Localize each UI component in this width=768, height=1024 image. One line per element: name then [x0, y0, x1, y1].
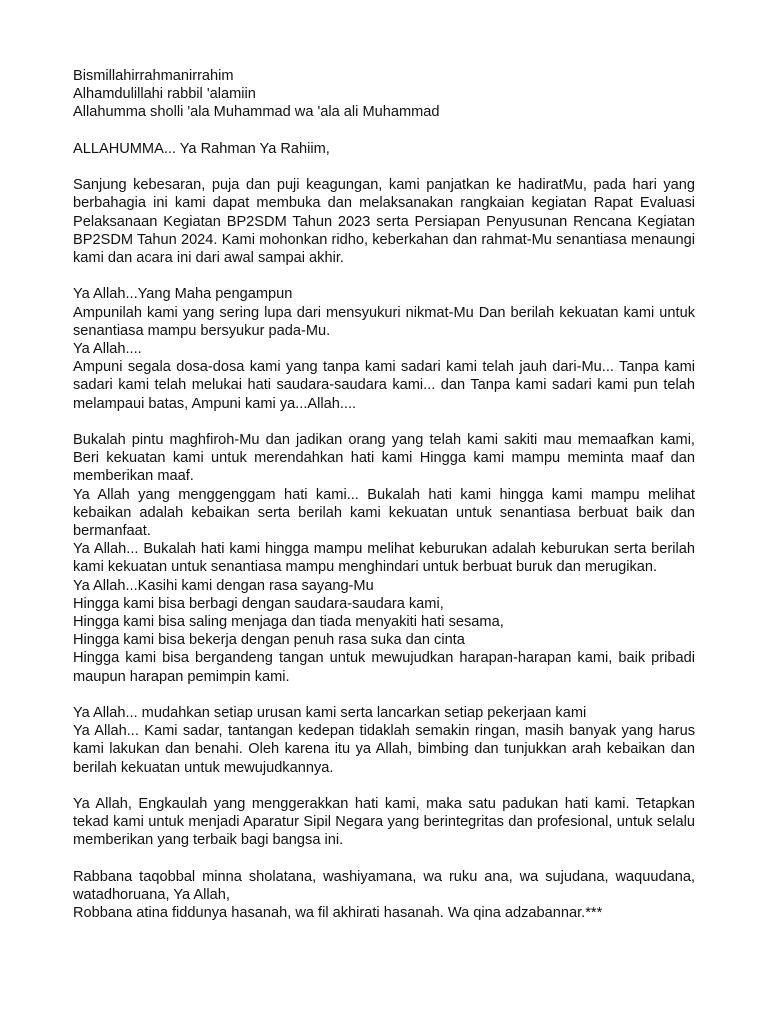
document-page [73, 67, 695, 922]
text-line: Robbana atina fiddunya hasanah, wa fil akhirati hasanah. Wa qina adzabannar.*** [73, 905, 603, 922]
opening-line: Bismillahirrahmanirrahim [73, 68, 234, 84]
spacer [73, 158, 695, 176]
paragraph-unite-hearts: Ya Allah, Engkaulah yang menggerakkan hati kami, maka satu padukan hati kami. Tetapkan tekad kami untuk menjadi Aparatur Sipil Negara yang berintegritas dan profesional, untuk selalu memberikan yang terbaik bagi bangsa ini. [73, 796, 695, 849]
opening-line: Allahumma sholli 'ala Muhammad wa 'ala ali Muhammad [73, 104, 440, 121]
closing-prayer [73, 868, 695, 923]
text-line: Rabbana taqobbal minna sholatana, washiyamana, wa ruku ana, wa sujudana, waquudana, watadhoruana, Ya Allah, [73, 868, 695, 904]
text-line: Hingga kami bisa saling menjaga dan tiada menyakiti hati sesama, [73, 614, 504, 631]
text-line: Ya Allah yang menggenggam hati kami... Bukalah hati kami hingga kami mampu melihat kebaikan adalah kebaikan serta berilah kami kekuatan untuk senantiasa berbuat baik dan bermanfaat. [73, 486, 695, 540]
spacer [73, 777, 695, 795]
spacer [73, 850, 695, 868]
text-line: Ampuni segala dosa-dosa kami yang tanpa kami sadari kami telah jauh dari-Mu... Tanpa kami sadari kami telah melukai hati saudara-saudara kami... dan Tanpa kami sadari kami pun telah melampaui batas, Ampuni kami ya...Allah.... [73, 359, 695, 412]
text-line: Ya Allah...Kasihi kami dengan rasa sayang-Mu [73, 577, 374, 594]
section-ease-affairs [73, 704, 695, 777]
text-line: Ya Allah...Yang Maha pengampun [73, 286, 293, 303]
section-forgiveness [73, 285, 695, 412]
opening-lines [73, 67, 695, 122]
spacer [73, 686, 695, 704]
text-line: Hingga kami bisa bergandeng tangan untuk mewujudkan harapan-harapan kami, baik pribadi maupun harapan pemimpin kami. [73, 650, 695, 685]
invocation: ALLAHUMMA... Ya Rahman Ya Rahiim, [73, 140, 330, 157]
spacer [73, 122, 695, 140]
text-line: Ya Allah... Kami sadar, tantangan kedepan tidaklah semakin ringan, masih banyak yang harus kami lakukan dan benahi. Oleh karena itu ya Allah, bimbing dan tunjukkan arah kebaikan dan berilah kekuatan untuk mewujudkannya. [73, 723, 695, 776]
text-line: Bukalah pintu maghfiroh-Mu dan jadikan orang yang telah kami sakiti mau memaafkan kami, Beri kekuatan kami untuk merendahkan hati kami Hingga kami mampu meminta maaf dan memberikan maaf. [73, 432, 695, 485]
text-line: Ampunilah kami yang sering lupa dari mensyukuri nikmat-Mu Dan berilah kekuatan kami untuk senantiasa mampu bersyukur pada-Mu. [73, 304, 695, 339]
text-line: Ya Allah... Bukalah hati kami hingga mampu melihat keburukan adalah keburukan serta berilah kami kekuatan untuk senantiasa mampu menghindari untuk berbuat buruk dan merugikan. [73, 541, 695, 576]
section-open-hearts [73, 431, 695, 686]
text-line: Ya Allah... mudahkan setiap urusan kami serta lancarkan setiap pekerjaan kami [73, 705, 587, 722]
paragraph-opening-praise: Sanjung kebesaran, puja dan puji keagungan, kami panjatkan ke hadiratMu, pada hari yang berbahagia ini kami dapat membuka dan melaksanakan rangkaian kegiatan Rapat Evaluasi Pelaksanaan Kegiatan BP2SDM Tahun 2023 serta Persiapan Penyusunan Rencana Kegiatan BP2SDM Tahun 2024. Kami mohonkan ridho, keberkahan dan rahmat-Mu senantiasa menaungi kami dan acara ini dari awal sampai akhir. [73, 177, 695, 266]
spacer [73, 413, 695, 431]
text-line: Hingga kami bisa bekerja dengan penuh rasa suka dan cinta [73, 632, 465, 649]
spacer [73, 267, 695, 285]
opening-line: Alhamdulillahi rabbil 'alamiin [73, 86, 256, 103]
text-line: Ya Allah.... [73, 341, 142, 357]
text-line: Hingga kami bisa berbagi dengan saudara-saudara kami, [73, 595, 444, 612]
